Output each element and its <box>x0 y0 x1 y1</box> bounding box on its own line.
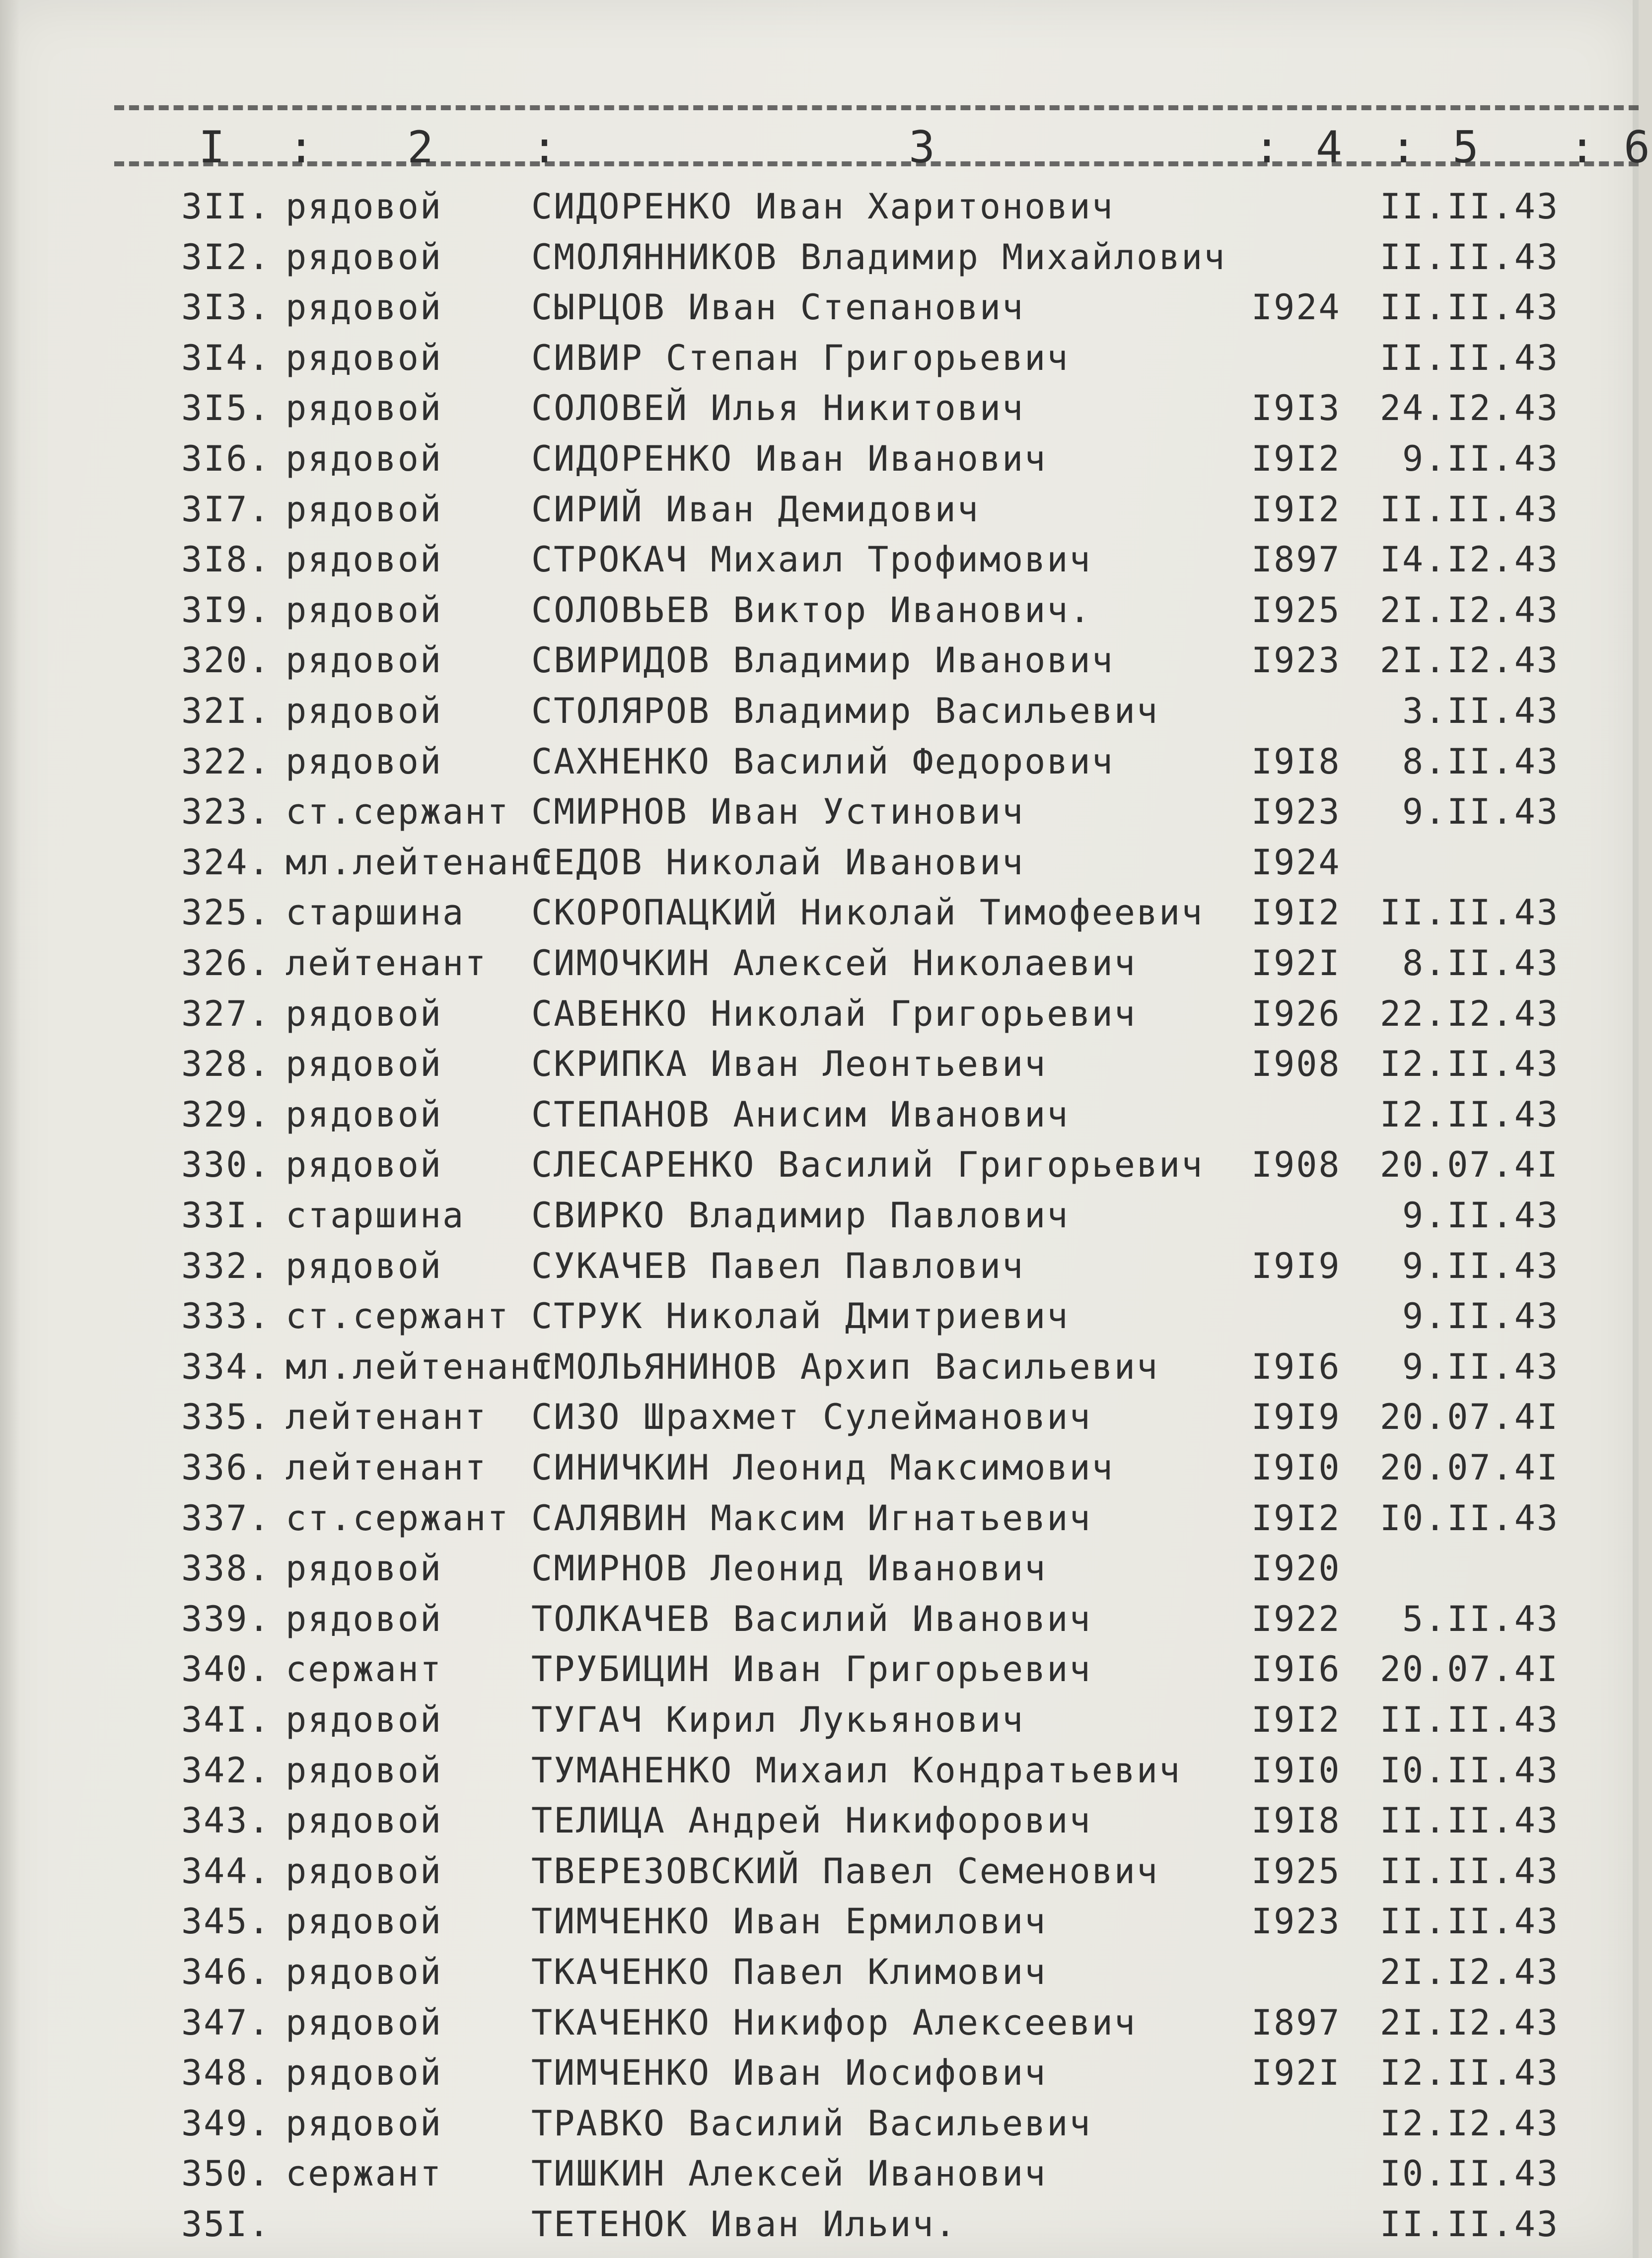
record-birth-year: I9I2 <box>1251 438 1341 479</box>
record-full-name: СЛЕСАРЕНКО Василий Григорьевич <box>531 1144 1204 1186</box>
record-rank: рядовой <box>286 1952 443 1992</box>
record-rank: рядовой <box>286 236 443 278</box>
record-number: 346. <box>181 1952 271 1992</box>
record-number: 327. <box>181 993 271 1034</box>
record-date: 2I.I2.43 <box>1379 1952 1559 1992</box>
record-number: 320. <box>181 640 271 681</box>
record-row <box>0 1901 1639 1951</box>
record-row <box>0 438 1639 488</box>
record-number: 332. <box>181 1245 271 1286</box>
record-full-name: СИМОЧКИН Алексей Николаевич <box>531 943 1137 984</box>
record-rank: сержант <box>286 2153 443 2194</box>
record-number: 3II. <box>181 186 271 227</box>
record-date: 8.II.43 <box>1402 943 1559 984</box>
record-number: 326. <box>181 943 271 984</box>
record-date: II.II.43 <box>1379 186 1559 227</box>
record-date: II.II.43 <box>1379 287 1559 328</box>
record-full-name: ТЕЛИЦА Андрей Никифорович <box>531 1800 1092 1841</box>
record-birth-year: I9I3 <box>1251 388 1341 429</box>
record-rank: лейтенант <box>286 1397 488 1438</box>
record-row <box>0 2052 1639 2102</box>
record-row <box>0 1447 1639 1497</box>
record-rank: рядовой <box>286 489 443 530</box>
record-date: I2.II.43 <box>1379 2052 1559 2094</box>
record-full-name: ТИМЧЕНКО Иван Ермилович <box>531 1901 1047 1942</box>
record-full-name: ТИМЧЕНКО Иван Иосифович <box>531 2052 1047 2094</box>
record-birth-year: I897 <box>1251 2002 1341 2043</box>
column-header-6: 6 <box>1624 122 1652 173</box>
record-rank: рядовой <box>286 640 443 681</box>
record-row <box>0 1952 1639 2001</box>
record-birth-year: I9I2 <box>1251 1497 1341 1539</box>
record-full-name: САХНЕНКО Василий Федорович <box>531 741 1114 782</box>
record-number: 329. <box>181 1094 271 1135</box>
column-header-5: 5 <box>1452 122 1481 173</box>
record-full-name: СОЛОВЬЕВ Виктор Иванович. <box>531 589 1092 631</box>
record-birth-year: I923 <box>1251 791 1341 833</box>
record-full-name: СТЕПАНОВ Анисим Иванович <box>531 1094 1070 1135</box>
record-number: 3I6. <box>181 438 271 479</box>
record-number: 339. <box>181 1598 271 1639</box>
record-row <box>0 691 1639 740</box>
record-full-name: СТРУК Николай Дмитриевич <box>531 1296 1070 1337</box>
record-rank: ст.сержант <box>286 1497 510 1539</box>
record-date: 20.07.4I <box>1379 1649 1559 1690</box>
record-date: 9.II.43 <box>1402 1346 1559 1387</box>
record-birth-year: I9I6 <box>1251 1649 1341 1690</box>
record-full-name: СТРОКАЧ Михаил Трофимович <box>531 539 1092 580</box>
record-number: 335. <box>181 1397 271 1438</box>
record-date: 9.II.43 <box>1402 791 1559 833</box>
record-row <box>0 1296 1639 1345</box>
record-row <box>0 640 1639 690</box>
record-date: II.II.43 <box>1379 1800 1559 1841</box>
record-rank: рядовой <box>286 1800 443 1841</box>
record-date: 22.I2.43 <box>1379 993 1559 1034</box>
record-date: 2I.I2.43 <box>1379 2002 1559 2043</box>
header-top-rule <box>114 105 1639 110</box>
record-birth-year: I9I0 <box>1251 1447 1341 1488</box>
record-row <box>0 842 1639 892</box>
record-birth-year: I897 <box>1251 539 1341 580</box>
record-birth-year: I9I2 <box>1251 892 1341 933</box>
record-rank: мл.лейтенант <box>286 1346 555 1387</box>
record-full-name: ТИШКИН Алексей Иванович <box>531 2153 1047 2194</box>
record-rank: рядовой <box>286 1094 443 1135</box>
record-full-name: ТКАЧЕНКО Никифор Алексеевич <box>531 2002 1137 2043</box>
record-number: 338. <box>181 1548 271 1589</box>
record-birth-year: I9I8 <box>1251 741 1341 782</box>
record-number: 344. <box>181 1850 271 1892</box>
record-number: 322. <box>181 741 271 782</box>
record-full-name: СМОЛЬЯНИНОВ Архип Васильевич <box>531 1346 1159 1387</box>
record-number: 34I. <box>181 1699 271 1740</box>
record-number: 349. <box>181 2103 271 2144</box>
record-date: 2I.I2.43 <box>1379 640 1559 681</box>
record-full-name: ТВЕРЕЗОВСКИЙ Павел Семенович <box>531 1850 1159 1892</box>
record-row <box>0 489 1639 539</box>
record-row <box>0 539 1639 589</box>
record-date: 2I.I2.43 <box>1379 589 1559 631</box>
record-full-name: ТУГАЧ Кирил Лукьянович <box>531 1699 1025 1740</box>
record-number: 3I8. <box>181 539 271 580</box>
record-row <box>0 1800 1639 1850</box>
record-rank: рядовой <box>286 2002 443 2043</box>
record-date: I0.II.43 <box>1379 1497 1559 1539</box>
record-rank: рядовой <box>286 1850 443 1892</box>
record-full-name: СЫРЦОВ Иван Степанович <box>531 287 1025 328</box>
record-full-name: САВЕНКО Николай Григорьевич <box>531 993 1137 1034</box>
record-number: 348. <box>181 2052 271 2094</box>
record-birth-year: I9I0 <box>1251 1750 1341 1791</box>
record-full-name: СОЛОВЕЙ Илья Никитович <box>531 388 1025 429</box>
column-separator: : <box>531 122 560 173</box>
record-row <box>0 1599 1639 1648</box>
record-birth-year: I9I2 <box>1251 489 1341 530</box>
column-separator: : <box>1254 122 1282 173</box>
column-header-4: 4 <box>1316 122 1344 173</box>
record-birth-year: I908 <box>1251 1144 1341 1186</box>
record-full-name: СИВИР Степан Григорьевич <box>531 337 1070 378</box>
record-rank: рядовой <box>286 1901 443 1942</box>
record-row <box>0 2204 1639 2254</box>
record-date: 3.II.43 <box>1402 691 1559 731</box>
record-number: 342. <box>181 1750 271 1791</box>
record-birth-year: I926 <box>1251 993 1341 1034</box>
record-date: II.II.43 <box>1379 1901 1559 1942</box>
record-full-name: САЛЯВИН Максим Игнатьевич <box>531 1497 1092 1539</box>
record-rank: ст.сержант <box>286 791 510 833</box>
record-rank: рядовой <box>286 539 443 580</box>
record-rank: рядовой <box>286 1750 443 1791</box>
record-rank: лейтенант <box>286 1447 488 1488</box>
record-full-name: ТРУБИЦИН Иван Григорьевич <box>531 1649 1092 1690</box>
record-rank: рядовой <box>286 589 443 631</box>
record-full-name: СИДОРЕНКО Иван Харитонович <box>531 186 1114 227</box>
record-birth-year: I925 <box>1251 1850 1341 1892</box>
record-number: 337. <box>181 1497 271 1539</box>
record-number: 3I2. <box>181 236 271 278</box>
record-full-name: СМОЛЯННИКОВ Владимир Михайлович <box>531 236 1226 278</box>
record-number: 324. <box>181 842 271 883</box>
record-date: 8.II.43 <box>1402 741 1559 782</box>
record-rank: рядовой <box>286 388 443 429</box>
column-separator: : <box>288 122 316 173</box>
record-number: 35I. <box>181 2204 271 2245</box>
record-row <box>0 186 1639 236</box>
record-date: 9.II.43 <box>1402 1245 1559 1286</box>
record-number: 333. <box>181 1296 271 1337</box>
record-rank: старшина <box>286 892 465 933</box>
record-rank: рядовой <box>286 1598 443 1639</box>
record-birth-year: I920 <box>1251 1548 1341 1589</box>
record-row <box>0 1397 1639 1446</box>
record-date: II.II.43 <box>1379 337 1559 378</box>
record-number: 343. <box>181 1800 271 1841</box>
record-number: 336. <box>181 1447 271 1488</box>
column-header-1: I <box>199 122 227 173</box>
record-date: 24.I2.43 <box>1379 388 1559 429</box>
record-birth-year: I92I <box>1251 2052 1341 2094</box>
record-rank: рядовой <box>286 1699 443 1740</box>
record-date: II.II.43 <box>1379 236 1559 278</box>
record-number: 347. <box>181 2002 271 2043</box>
record-number: 323. <box>181 791 271 833</box>
record-full-name: ТРАВКО Василий Васильевич <box>531 2103 1092 2144</box>
record-date: I2.II.43 <box>1379 1094 1559 1135</box>
record-row <box>0 1195 1639 1245</box>
record-rank: ст.сержант <box>286 1296 510 1337</box>
record-rank: рядовой <box>286 2103 443 2144</box>
record-rank: рядовой <box>286 287 443 328</box>
record-number: 3I5. <box>181 388 271 429</box>
record-row <box>0 2002 1639 2052</box>
record-date: II.II.43 <box>1379 1850 1559 1892</box>
record-row <box>0 287 1639 337</box>
record-full-name: ТКАЧЕНКО Павел Климович <box>531 1952 1047 1992</box>
record-full-name: СЕДОВ Николай Иванович <box>531 842 1025 883</box>
record-row <box>0 1750 1639 1800</box>
record-birth-year: I9I8 <box>1251 1800 1341 1841</box>
record-rank: рядовой <box>286 993 443 1034</box>
record-row <box>0 2103 1639 2153</box>
record-row <box>0 1649 1639 1698</box>
record-rank: рядовой <box>286 186 443 227</box>
record-row <box>0 2153 1639 2203</box>
record-rank: мл.лейтенант <box>286 842 555 883</box>
record-row <box>0 1094 1639 1144</box>
record-rank: рядовой <box>286 337 443 378</box>
record-row <box>0 1498 1639 1548</box>
record-rank: рядовой <box>286 741 443 782</box>
record-number: 3I3. <box>181 287 271 328</box>
record-number: 3I9. <box>181 589 271 631</box>
record-birth-year: I9I2 <box>1251 1699 1341 1740</box>
record-full-name: СИДОРЕНКО Иван Иванович <box>531 438 1047 479</box>
record-date: 9.II.43 <box>1402 438 1559 479</box>
record-full-name: СВИРКО Владимир Павлович <box>531 1195 1070 1236</box>
record-rank: рядовой <box>286 438 443 479</box>
record-birth-year: I908 <box>1251 1044 1341 1085</box>
record-date: I4.I2.43 <box>1379 539 1559 580</box>
record-row <box>0 741 1639 791</box>
column-header-3: 3 <box>909 122 937 173</box>
record-date: 20.07.4I <box>1379 1447 1559 1488</box>
record-row <box>0 943 1639 992</box>
record-full-name: СИЗО Шрахмет Сулейманович <box>531 1397 1092 1438</box>
record-row <box>0 388 1639 437</box>
record-date: II.II.43 <box>1379 1699 1559 1740</box>
record-full-name: СТОЛЯРОВ Владимир Васильевич <box>531 691 1159 731</box>
record-full-name: СУКАЧЕВ Павел Павлович <box>531 1245 1025 1286</box>
record-date: II.II.43 <box>1379 2204 1559 2245</box>
record-rank: рядовой <box>286 1548 443 1589</box>
record-rank: лейтенант <box>286 943 488 984</box>
record-date: 5.II.43 <box>1402 1598 1559 1639</box>
record-rank: рядовой <box>286 2052 443 2094</box>
record-birth-year: I924 <box>1251 287 1341 328</box>
record-date: I2.I2.43 <box>1379 2103 1559 2144</box>
column-separator: : <box>1390 122 1419 173</box>
record-number: 32I. <box>181 691 271 731</box>
record-date: II.II.43 <box>1379 892 1559 933</box>
record-birth-year: I924 <box>1251 842 1341 883</box>
record-full-name: ТУМАНЕНКО Михаил Кондратьевич <box>531 1750 1182 1791</box>
record-date: 20.07.4I <box>1379 1397 1559 1438</box>
record-number: 330. <box>181 1144 271 1186</box>
record-number: 345. <box>181 1901 271 1942</box>
record-birth-year: I92I <box>1251 943 1341 984</box>
record-full-name: СКРИПКА Иван Леонтьевич <box>531 1044 1047 1085</box>
record-date: II.II.43 <box>1379 489 1559 530</box>
record-rank: сержант <box>286 1649 443 1690</box>
record-row <box>0 993 1639 1043</box>
record-number: 33I. <box>181 1195 271 1236</box>
record-row <box>0 791 1639 841</box>
record-date: I0.II.43 <box>1379 1750 1559 1791</box>
record-birth-year: I9I9 <box>1251 1397 1341 1438</box>
record-row <box>0 590 1639 639</box>
record-row <box>0 1144 1639 1194</box>
record-row <box>0 237 1639 286</box>
column-header-2: 2 <box>407 122 435 173</box>
record-row <box>0 892 1639 942</box>
record-row <box>0 1851 1639 1901</box>
record-birth-year: I923 <box>1251 640 1341 681</box>
record-rank: старшина <box>286 1195 465 1236</box>
record-date: I2.II.43 <box>1379 1044 1559 1085</box>
record-row <box>0 1699 1639 1749</box>
record-full-name: ТЕТЕНОК Иван Ильич. <box>531 2204 957 2245</box>
record-number: 3I4. <box>181 337 271 378</box>
record-birth-year: I9I6 <box>1251 1346 1341 1387</box>
record-number: 350. <box>181 2153 271 2194</box>
record-row <box>0 1044 1639 1093</box>
record-number: 340. <box>181 1649 271 1690</box>
record-rank: рядовой <box>286 691 443 731</box>
record-row <box>0 1548 1639 1598</box>
record-birth-year: I922 <box>1251 1598 1341 1639</box>
record-date: 9.II.43 <box>1402 1296 1559 1337</box>
record-date: 20.07.4I <box>1379 1144 1559 1186</box>
record-full-name: ТОЛКАЧЕВ Василий Иванович <box>531 1598 1092 1639</box>
record-row <box>0 338 1639 387</box>
record-full-name: СВИРИДОВ Владимир Иванович <box>531 640 1114 681</box>
record-row <box>0 1346 1639 1396</box>
column-separator: : <box>1569 122 1597 173</box>
record-full-name: СМИРНОВ Леонид Иванович <box>531 1548 1047 1589</box>
record-rank: рядовой <box>286 1044 443 1085</box>
record-number: 334. <box>181 1346 271 1387</box>
record-full-name: СИНИЧКИН Леонид Максимович <box>531 1447 1114 1488</box>
record-number: 325. <box>181 892 271 933</box>
record-birth-year: I9I9 <box>1251 1245 1341 1286</box>
record-date: 9.II.43 <box>1402 1195 1559 1236</box>
record-rank: рядовой <box>286 1144 443 1186</box>
record-number: 328. <box>181 1044 271 1085</box>
record-rank: рядовой <box>286 1245 443 1286</box>
record-date: I0.II.43 <box>1379 2153 1559 2194</box>
record-row <box>0 1246 1639 1295</box>
record-birth-year: I925 <box>1251 589 1341 631</box>
record-full-name: СИРИЙ Иван Демидович <box>531 489 980 530</box>
record-birth-year: I923 <box>1251 1901 1341 1942</box>
record-full-name: СКОРОПАЦКИЙ Николай Тимофеевич <box>531 892 1204 933</box>
record-number: 3I7. <box>181 489 271 530</box>
record-full-name: СМИРНОВ Иван Устинович <box>531 791 1025 833</box>
